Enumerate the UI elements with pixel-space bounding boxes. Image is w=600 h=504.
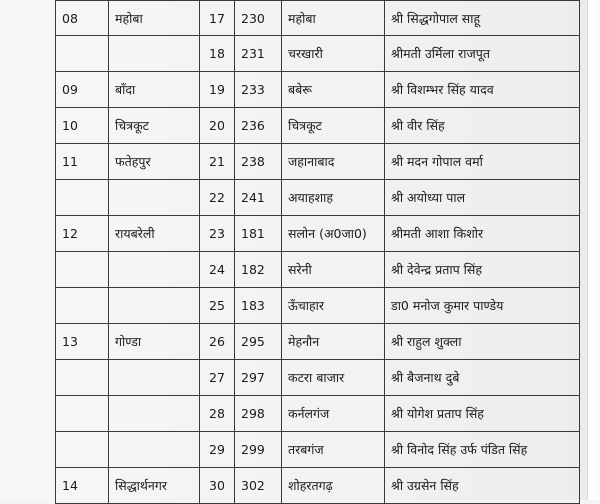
cell-sno: [56, 180, 109, 216]
table-row: [56, 468, 580, 504]
cell-sno: 10: [56, 108, 109, 144]
cell-ac-no: 297: [235, 360, 282, 396]
table-row: [56, 108, 580, 144]
cell-serial: 25: [200, 288, 235, 324]
cell-constituency: सरेनी: [282, 252, 385, 288]
cell-constituency: शोहरतगढ़: [282, 468, 385, 504]
cell-constituency: ऊँचाहार: [282, 288, 385, 324]
cell-sno: [56, 36, 109, 72]
cell-district: [109, 36, 200, 72]
cell-sno: 08: [56, 1, 109, 36]
cell-district: [109, 288, 200, 324]
cell-candidate: श्रीमती उर्मिला राजपूत: [385, 36, 580, 72]
cell-ac-no: 302: [235, 468, 282, 504]
cell-candidate: श्री सिद्धगोपाल साहू: [385, 1, 580, 36]
cell-sno: 14: [56, 468, 109, 504]
cell-sno: 11: [56, 144, 109, 180]
cell-candidate: श्री देवेन्द्र प्रताप सिंह: [385, 252, 580, 288]
cell-candidate: श्रीमती आशा किशोर: [385, 216, 580, 252]
cell-candidate: श्री उग्रसेन सिंह: [385, 468, 580, 504]
cell-district: फतेहपुर: [109, 144, 200, 180]
cell-district: महोबा: [109, 1, 200, 36]
cell-ac-no: 183: [235, 288, 282, 324]
cell-serial: 19: [200, 72, 235, 108]
cell-ac-no: 182: [235, 252, 282, 288]
cell-candidate: श्री बैजनाथ दुबे: [385, 360, 580, 396]
cell-serial: 17: [200, 1, 235, 36]
cell-district: [109, 360, 200, 396]
cell-sno: 13: [56, 324, 109, 360]
cell-constituency: महोबा: [282, 1, 385, 36]
cell-serial: 22: [200, 180, 235, 216]
cell-sno: [56, 288, 109, 324]
cell-constituency: कर्नलगंज: [282, 396, 385, 432]
cell-candidate: श्री अयोध्या पाल: [385, 180, 580, 216]
cell-candidate: श्री वीर सिंह: [385, 108, 580, 144]
cell-serial: 23: [200, 216, 235, 252]
cell-constituency: चरखारी: [282, 36, 385, 72]
cell-serial: 28: [200, 396, 235, 432]
cell-candidate: श्री विशम्भर सिंह यादव: [385, 72, 580, 108]
cell-constituency: बबेरू: [282, 72, 385, 108]
cell-serial: 20: [200, 108, 235, 144]
cell-candidate: डा0 मनोज कुमार पाण्डेय: [385, 288, 580, 324]
table-row: [56, 216, 580, 252]
cell-district: [109, 432, 200, 468]
cell-ac-no: 231: [235, 36, 282, 72]
cell-constituency: तरबगंज: [282, 432, 385, 468]
candidate-table-body: [56, 1, 580, 504]
cell-ac-no: 230: [235, 1, 282, 36]
cell-sno: 09: [56, 72, 109, 108]
candidate-table: [55, 0, 580, 504]
table-row: [56, 324, 580, 360]
cell-sno: 12: [56, 216, 109, 252]
cell-constituency: मेहनौन: [282, 324, 385, 360]
cell-ac-no: 295: [235, 324, 282, 360]
cell-sno: [56, 396, 109, 432]
cell-constituency: सलोन (अ0जा0): [282, 216, 385, 252]
cell-ac-no: 238: [235, 144, 282, 180]
cell-district: [109, 252, 200, 288]
cell-serial: 29: [200, 432, 235, 468]
cell-serial: 30: [200, 468, 235, 504]
cell-district: चित्रकूट: [109, 108, 200, 144]
cell-serial: 24: [200, 252, 235, 288]
table-row: [56, 396, 580, 432]
table-row: [56, 432, 580, 468]
cell-district: गोण्डा: [109, 324, 200, 360]
cell-district: सिद्धार्थनगर: [109, 468, 200, 504]
cell-ac-no: 298: [235, 396, 282, 432]
table-row: [56, 72, 580, 108]
cell-district: [109, 180, 200, 216]
cell-ac-no: 299: [235, 432, 282, 468]
cell-district: बाँदा: [109, 72, 200, 108]
cell-candidate: श्री मदन गोपाल वर्मा: [385, 144, 580, 180]
cell-serial: 21: [200, 144, 235, 180]
table-row: [56, 144, 580, 180]
cell-constituency: कटरा बाजार: [282, 360, 385, 396]
cell-candidate: श्री राहुल शुक्ला: [385, 324, 580, 360]
table-row: [56, 360, 580, 396]
table-row: [56, 36, 580, 72]
table-row: [56, 180, 580, 216]
cell-district: रायबरेली: [109, 216, 200, 252]
cell-constituency: अयाहशाह: [282, 180, 385, 216]
table-row: [56, 252, 580, 288]
cell-constituency: जहानाबाद: [282, 144, 385, 180]
cell-ac-no: 233: [235, 72, 282, 108]
cell-constituency: चित्रकूट: [282, 108, 385, 144]
cell-candidate: श्री योगेश प्रताप सिंह: [385, 396, 580, 432]
cell-sno: [56, 252, 109, 288]
paper-edge: [587, 0, 600, 500]
cell-sno: [56, 432, 109, 468]
cell-serial: 26: [200, 324, 235, 360]
cell-serial: 27: [200, 360, 235, 396]
cell-sno: [56, 360, 109, 396]
cell-district: [109, 396, 200, 432]
cell-serial: 18: [200, 36, 235, 72]
cell-ac-no: 241: [235, 180, 282, 216]
cell-ac-no: 181: [235, 216, 282, 252]
table-row: [56, 1, 580, 36]
cell-ac-no: 236: [235, 108, 282, 144]
cell-candidate: श्री विनोद सिंह उर्फ पंडित सिंह: [385, 432, 580, 468]
table-row: [56, 288, 580, 324]
